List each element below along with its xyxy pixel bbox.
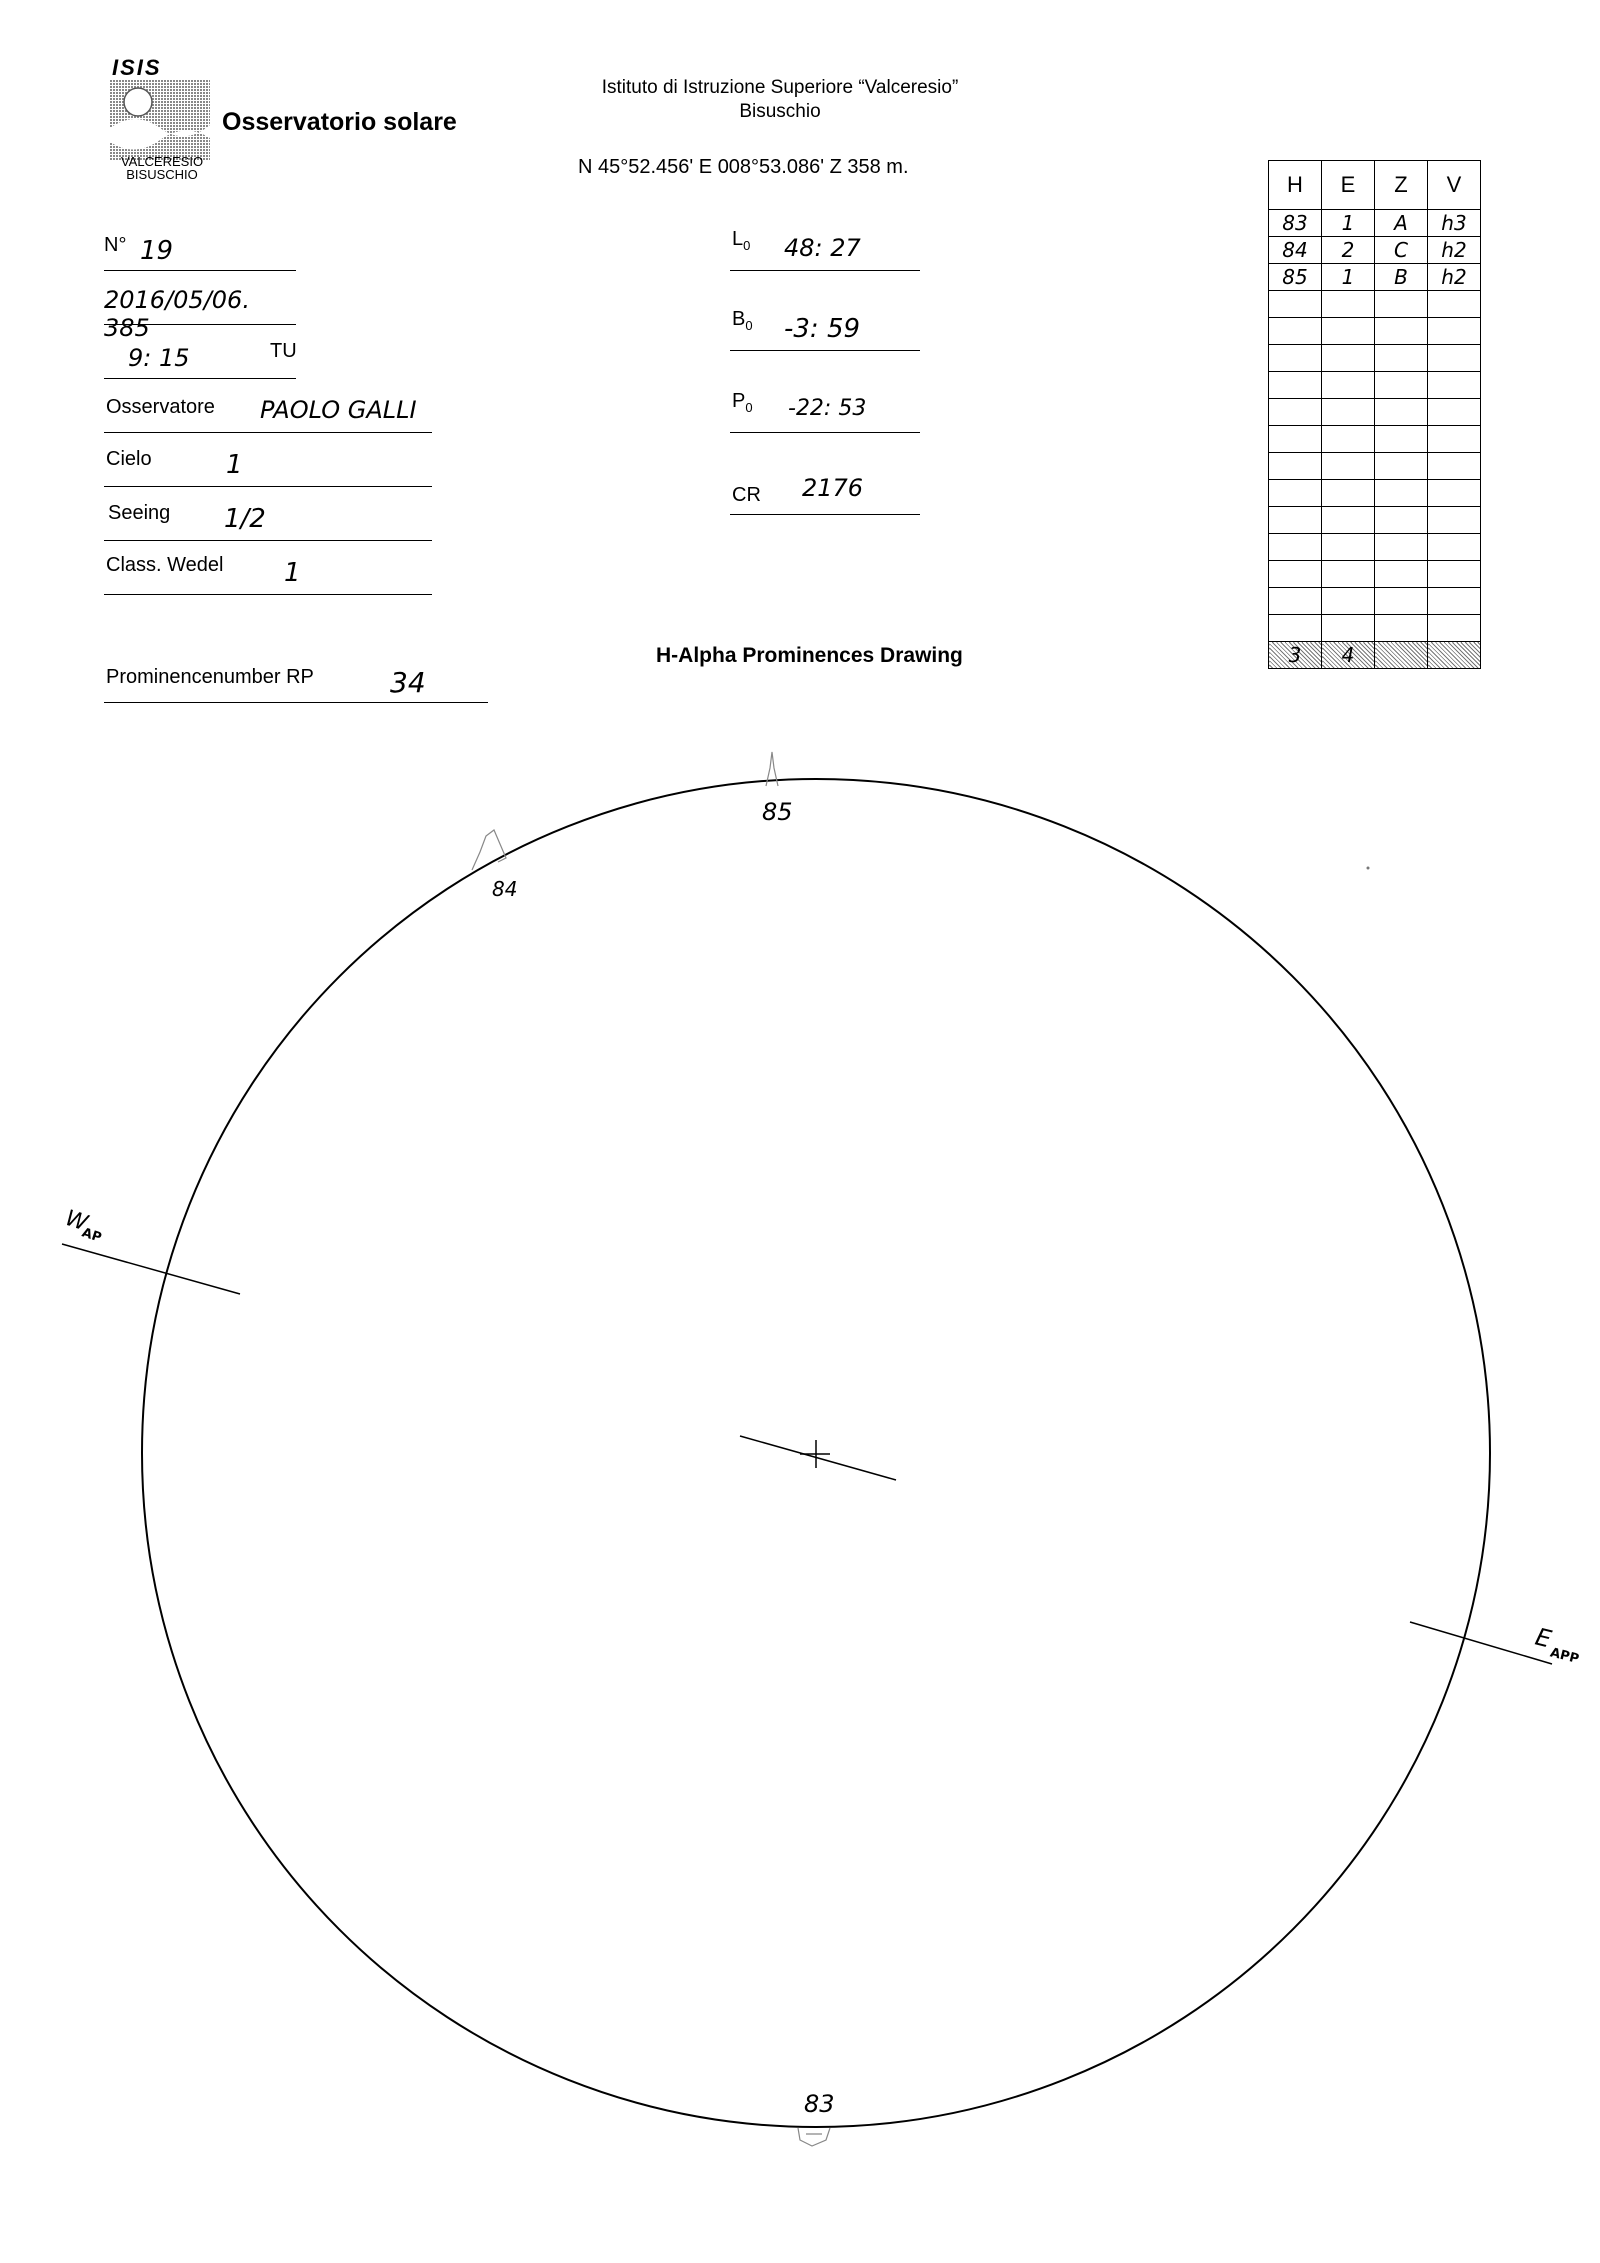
svg-text:W: W [62, 1205, 91, 1237]
sky-field: Cielo 1 [104, 442, 432, 487]
prominence-number-field: Prominencenumber RP 34 [104, 658, 488, 703]
svg-text:E: E [1532, 1622, 1555, 1654]
table-header-v: V [1428, 161, 1481, 210]
west-tick [62, 1244, 240, 1294]
table-cell: C [1375, 237, 1428, 264]
p0-field: $P_0$ -22: 53 [730, 384, 920, 433]
table-cell: 83 [1269, 210, 1322, 237]
table-header-h: H [1269, 161, 1322, 210]
east-tick [1410, 1622, 1552, 1664]
table-cell: 1 [1322, 264, 1375, 291]
institute-header: Istituto di Istruzione Superiore “Valceresio” Bisuschio [601, 77, 959, 122]
number-field: N° 19 [104, 226, 296, 271]
table-cell: 1 [1322, 210, 1375, 237]
label-85: 85 [762, 798, 793, 826]
label-83: 83 [804, 2090, 835, 2118]
time-field: 9: 15 TU [104, 334, 296, 379]
drawing-title: H-Alpha Prominences Drawing [656, 644, 963, 667]
prominence-83-sketch [798, 2128, 830, 2146]
date-field: 2016/05/06. 385 [104, 280, 296, 325]
isis-logo-text: ISIS [112, 55, 162, 80]
label-84: 84 [492, 877, 518, 901]
svg-text:AP: AP [79, 1225, 104, 1246]
table-cell: h2 [1428, 264, 1481, 291]
table-cell: 2 [1322, 237, 1375, 264]
svg-text:APP: APP [1548, 1645, 1581, 1668]
table-total-cell: 3 [1269, 642, 1322, 669]
table-cell: h2 [1428, 237, 1481, 264]
table-cell: h3 [1428, 210, 1481, 237]
table-header-z: Z [1375, 161, 1428, 210]
cr-field: CR 2176 [730, 466, 920, 515]
observer-field: Osservatore PAOLO GALLI [104, 388, 432, 433]
table-total-cell: 4 [1322, 642, 1375, 669]
table-header-e: E [1322, 161, 1375, 210]
l0-field: $L_0$ 48: 27 [730, 222, 920, 271]
coordinates: N 45°52.456' E 008°53.086' Z 358 m. [578, 156, 909, 178]
table-cell: 85 [1269, 264, 1322, 291]
b0-field: $B_0$ -3: 59 [730, 302, 920, 351]
logo-subtitle: VALCERESIO BISUSCHIO [120, 154, 204, 182]
observatory-title: Osservatorio solare [222, 108, 457, 136]
table-cell: B [1375, 264, 1428, 291]
wedel-field: Class. Wedel 1 [104, 550, 432, 595]
speck [1367, 867, 1370, 870]
seeing-field: Seeing 1/2 [104, 496, 432, 541]
table-cell: 84 [1269, 237, 1322, 264]
table-cell: A [1375, 210, 1428, 237]
west-label [61, 1206, 108, 1246]
center-axis-line [740, 1436, 896, 1480]
